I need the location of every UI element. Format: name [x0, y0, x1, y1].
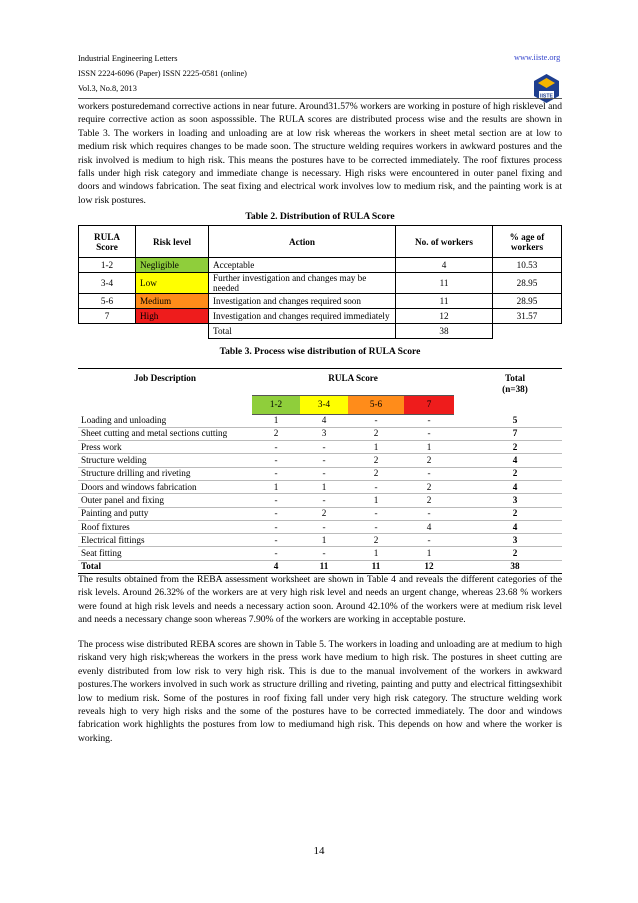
worker-pct: 10.53 [493, 258, 562, 273]
score-count-s1: 1 [252, 414, 300, 427]
table2-row [79, 273, 562, 294]
worker-pct: 28.95 [493, 294, 562, 309]
score-count-s3: - [348, 520, 404, 533]
job-description: Structure welding [78, 454, 252, 467]
row-total: 4 [468, 480, 562, 493]
table3-row [78, 454, 562, 467]
reba-process-paragraph: The process wise distributed REBA scores are shown in Table 5. The workers in loading and unloading are at medium to high riskand very high risk;whereas the workers in the press work have medium to high risk. The postures in sheet cutting are evenly distributed from low risk to very high risk. This is due to the manual involvement of the workers in awkward postures.The workers involved in such work as structure drilling and riveting, painting and putty and electrical fittingsexhibit low to medium risk. Some of the postures in roof fixing fall under very high risk category. The structure welding work reveals high to very high risks and the some of the postures have to be corrected immediately. The door and windows fabrication work highlights the postures from low to mediumand high risk. This depends on how and where the worker is working. [78, 639, 562, 744]
rula-distribution-table [78, 225, 562, 339]
table2-row [79, 309, 562, 324]
score-count-s1: 2 [252, 427, 300, 440]
total-workers: 38 [396, 324, 493, 339]
process-rula-table [78, 368, 562, 574]
total-label: Total [209, 324, 396, 339]
table3-row [78, 441, 562, 454]
score-count-s4: 2 [404, 480, 454, 493]
row-total: 2 [468, 547, 562, 560]
page-number: 14 [313, 845, 325, 857]
score-count-s4: - [404, 414, 454, 427]
score-count-s3: 2 [348, 454, 404, 467]
row-total: 2 [468, 507, 562, 520]
row-total: 5 [468, 414, 562, 427]
row-total: 2 [468, 441, 562, 454]
score-count-s2: - [300, 547, 348, 560]
table3-row [78, 494, 562, 507]
reba-results-paragraph: The results obtained from the REBA assessment worksheet are shown in Table 4 and reveals the different categories of the risk levels. Around 26.32% of the workers are at very high risk level and needs an urgent change, whereas 23.68 % workers were found at high risk levels and needs a necessary action soon. Around 42.10% of the workers were at medium risk level and needs a necessary change soon whereas 7.90% of the workers are working in acceptable posture. [78, 574, 562, 626]
row-total: 38 [468, 560, 562, 573]
score-count-s3: - [348, 414, 404, 427]
table3-row [78, 467, 562, 480]
job-description: Outer panel and fixing [78, 494, 252, 507]
table2-col-workers: No. of workers [396, 226, 493, 258]
rula-score: 7 [79, 309, 136, 324]
score-count-s3: - [348, 480, 404, 493]
score-count-s3: 2 [348, 427, 404, 440]
score-count-s4: - [404, 507, 454, 520]
worker-count: 11 [396, 273, 493, 294]
score-header-3: 7 [404, 395, 454, 414]
score-count-s2: - [300, 441, 348, 454]
risk-level: Negligible [136, 258, 209, 273]
score-count-s3: 2 [348, 534, 404, 547]
score-count-s1: 4 [252, 560, 300, 573]
job-description: Structure drilling and riveting [78, 467, 252, 480]
score-count-s4: - [404, 427, 454, 440]
score-header-0: 1-2 [252, 395, 300, 414]
score-count-s1: - [252, 534, 300, 547]
table3-col-job: Job Description [78, 369, 252, 396]
table3-row [78, 507, 562, 520]
table2-row [79, 294, 562, 309]
score-header-2: 5-6 [348, 395, 404, 414]
score-count-s1: - [252, 494, 300, 507]
score-count-s4: 12 [404, 560, 454, 573]
table3-col-rula: RULA Score [252, 369, 454, 396]
table3-row [78, 534, 562, 547]
table2-header-row [79, 226, 562, 258]
score-count-s1: - [252, 520, 300, 533]
score-count-s3: - [348, 507, 404, 520]
job-description: Sheet cutting and metal sections cutting [78, 427, 252, 440]
table3-header-row [78, 369, 562, 396]
score-header-1: 3-4 [300, 395, 348, 414]
score-count-s1: - [252, 454, 300, 467]
score-count-s2: 4 [300, 414, 348, 427]
rula-score: 5-6 [79, 294, 136, 309]
journal-url[interactable]: www.iiste.org [514, 53, 561, 62]
action: Investigation and changes required immediately [209, 309, 396, 324]
row-total: 3 [468, 534, 562, 547]
row-total: 7 [468, 427, 562, 440]
table2-col-action: Action [209, 226, 396, 258]
score-count-s1: - [252, 467, 300, 480]
score-count-s2: - [300, 454, 348, 467]
table2-col-pct: % age of workers [493, 226, 562, 258]
table3-row [78, 520, 562, 533]
job-description: Total [78, 560, 252, 573]
score-count-s3: 1 [348, 547, 404, 560]
score-count-s2: - [300, 520, 348, 533]
action: Acceptable [209, 258, 396, 273]
job-description: Roof fixtures [78, 520, 252, 533]
row-total: 4 [468, 454, 562, 467]
table3-total-row [78, 560, 562, 573]
score-count-s4: 1 [404, 441, 454, 454]
job-description: Seat fitting [78, 547, 252, 560]
table3-score-row [78, 395, 562, 414]
risk-level: High [136, 309, 209, 324]
row-total: 2 [468, 467, 562, 480]
score-count-s1: 1 [252, 480, 300, 493]
score-count-s1: - [252, 507, 300, 520]
score-count-s3: 1 [348, 441, 404, 454]
worker-count: 11 [396, 294, 493, 309]
table2-col-score: RULA Score [79, 226, 136, 258]
job-description: Press work [78, 441, 252, 454]
journal-issn: ISSN 2224-6096 (Paper) ISSN 2225-0581 (online) [78, 69, 247, 78]
worker-pct: 31.57 [493, 309, 562, 324]
score-count-s2: 3 [300, 427, 348, 440]
table3-row [78, 480, 562, 493]
score-count-s1: - [252, 547, 300, 560]
score-count-s4: - [404, 467, 454, 480]
job-description: Doors and windows fabrication [78, 480, 252, 493]
job-description: Loading and unloading [78, 414, 252, 427]
score-count-s2: - [300, 467, 348, 480]
score-count-s4: 2 [404, 494, 454, 507]
table3-caption: Table 3. Process wise distribution of RULA Score [219, 346, 421, 357]
table3-row [78, 414, 562, 427]
job-description: Painting and putty [78, 507, 252, 520]
action: Further investigation and changes may be needed [209, 273, 396, 294]
job-description: Electrical fittings [78, 534, 252, 547]
score-count-s2: 1 [300, 480, 348, 493]
risk-level: Medium [136, 294, 209, 309]
table2-col-level: Risk level [136, 226, 209, 258]
rula-score: 1-2 [79, 258, 136, 273]
table3-col-total [468, 369, 562, 396]
table3-col-total-note: (n=38) [502, 384, 528, 394]
table2-caption: Table 2. Distribution of RULA Score [245, 211, 395, 222]
score-count-s4: 2 [404, 454, 454, 467]
score-count-s2: - [300, 494, 348, 507]
logo-text: IISTE [540, 93, 553, 100]
table3-row [78, 547, 562, 560]
row-total: 4 [468, 520, 562, 533]
score-count-s2: 1 [300, 534, 348, 547]
journal-name: Industrial Engineering Letters [78, 54, 178, 63]
journal-volume: Vol.3, No.8, 2013 [78, 84, 137, 93]
score-count-s4: 1 [404, 547, 454, 560]
row-total: 3 [468, 494, 562, 507]
header-rule [78, 98, 562, 99]
table2-total-row [79, 324, 562, 339]
worker-count: 12 [396, 309, 493, 324]
risk-level: Low [136, 273, 209, 294]
table3-col-total-label: Total [504, 373, 526, 383]
rula-score: 3-4 [79, 273, 136, 294]
score-count-s3: 11 [348, 560, 404, 573]
score-count-s3: 1 [348, 494, 404, 507]
action: Investigation and changes required soon [209, 294, 396, 309]
table2-row [79, 258, 562, 273]
score-count-s1: - [252, 441, 300, 454]
score-count-s3: 2 [348, 467, 404, 480]
score-count-s4: 4 [404, 520, 454, 533]
worker-count: 4 [396, 258, 493, 273]
intro-paragraph: workers posturedemand corrective actions in near future. Around31.57% workers are working in posture of high risklevel and require corrective action as soon asposssible. The RULA scores are distributed process wise and the results are shown in Table 3. The workers in loading and unloading are at low risk whereas the workers in sheet metal section are at low to medium risk which requires changes to be made soon. The structure welding requires workers in awkward postures and the risk involved is medium to high risk. This means the postures have to be corrected immediately. The roof fixtures process falls under high risk category and immediate change is necessary. High risks were encountered in outer panel fixing and doors and windows fabrication. The seat fixing and electrical work involves low to medium risk, and the painting work is at low risk postures. [78, 101, 562, 206]
table3-row [78, 427, 562, 440]
score-count-s4: - [404, 534, 454, 547]
worker-pct: 28.95 [493, 273, 562, 294]
score-count-s2: 2 [300, 507, 348, 520]
score-count-s2: 11 [300, 560, 348, 573]
